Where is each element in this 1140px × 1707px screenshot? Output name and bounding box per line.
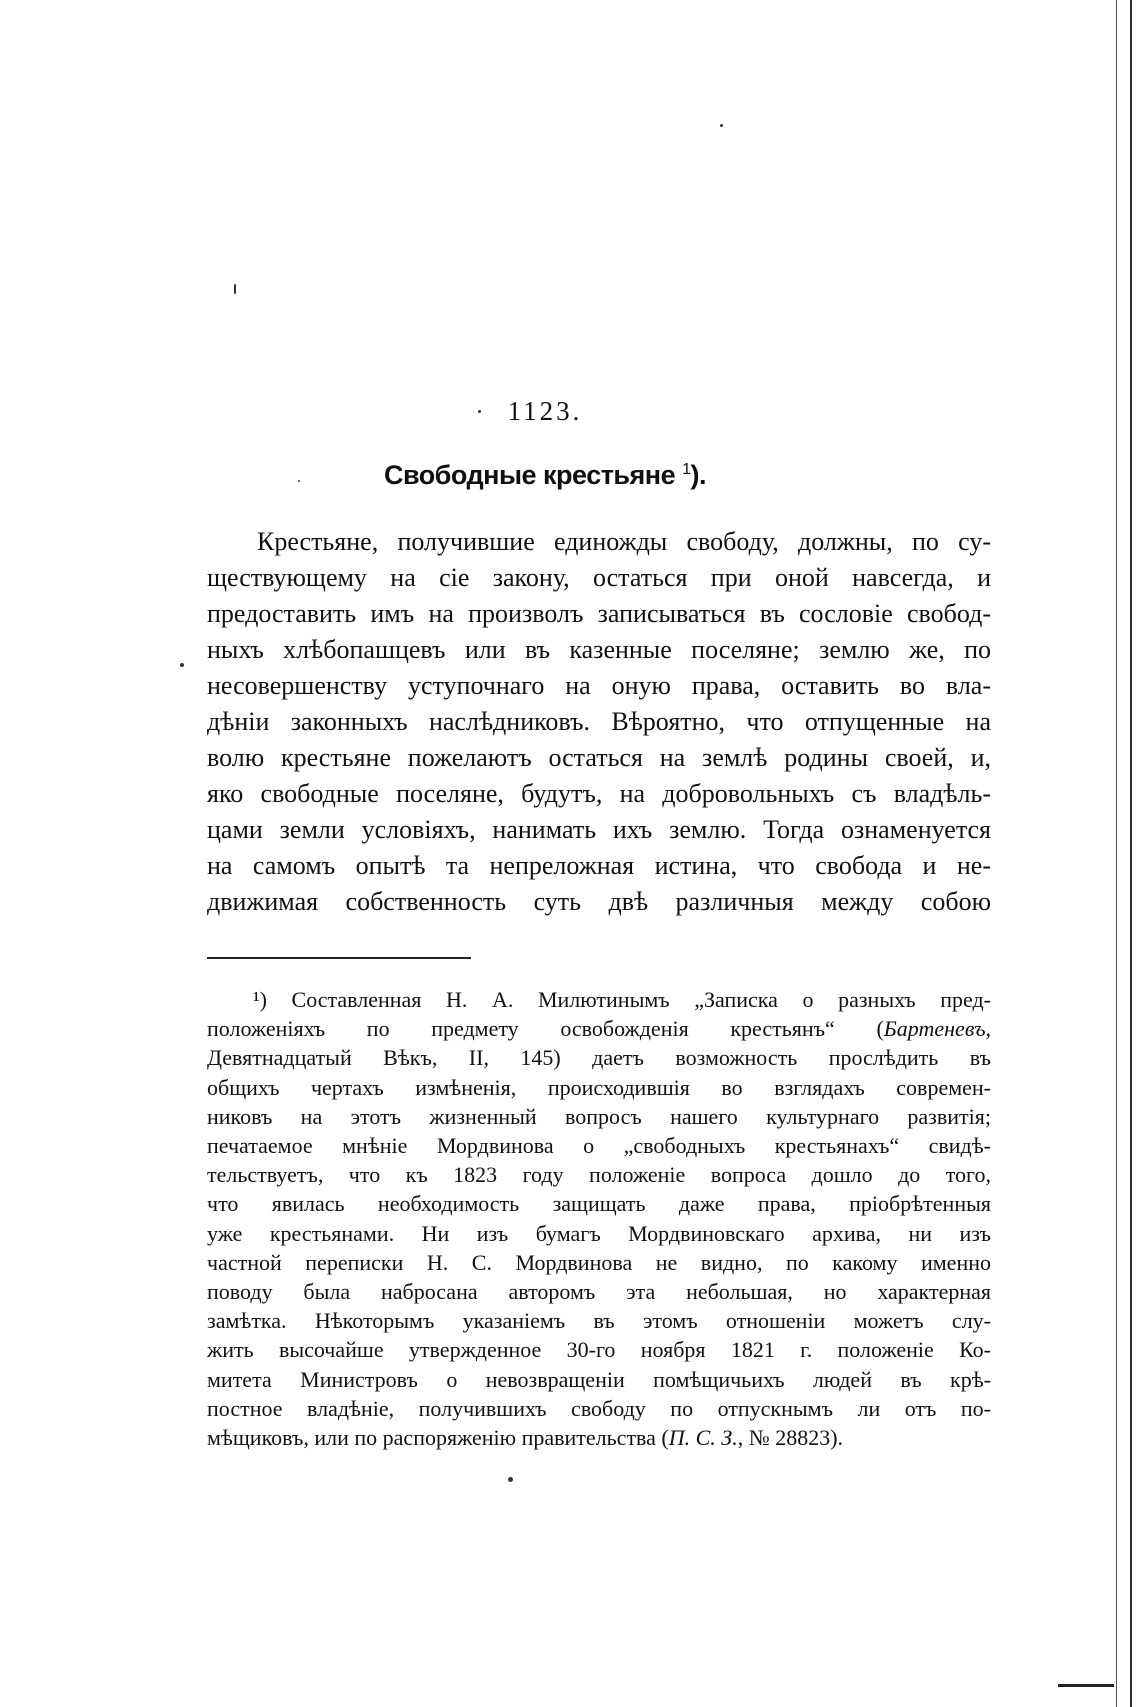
footnote-text: тельствуетъ, что къ 1823 году положеніе вопроса дошло до того, [207, 1162, 991, 1188]
footnote-text: жить высочайше утвержденное 30-го ноября 1821 г. положеніе Ко- [207, 1337, 991, 1363]
footnote-line [207, 1189, 991, 1218]
footnote-line [207, 1365, 991, 1394]
title-text: Свободные крестьяне [383, 460, 676, 490]
footnote-line [207, 1014, 991, 1043]
footnote-text: печатаемое мнѣніе Мордвинова о „свободныхъ крестьянахъ“ свидѣ- [207, 1133, 991, 1159]
footnote-citation: П. С. З. [668, 1425, 738, 1451]
scan-speck [180, 663, 184, 667]
body-paragraph [207, 524, 991, 920]
body-line: цами земли условіяхъ, нанимать ихъ землю. Тогда ознаменуется [207, 815, 991, 844]
footnote-line [207, 1248, 991, 1277]
footnote-line [207, 1335, 991, 1364]
footnote-citation: Бартеневъ [883, 1016, 986, 1042]
footnote-line [207, 1219, 991, 1248]
footnote-line [207, 1306, 991, 1335]
footnote-text: поводу была набросана авторомъ эта небольшая, но характерная [207, 1279, 991, 1305]
body-line: на самомъ опытѣ та непреложная истина, что свобода и не- [207, 851, 991, 880]
footnote-text: никовъ на этотъ жизненный вопросъ нашего культурнаго развитія; [207, 1103, 991, 1129]
footnote-text: общихъ чертахъ измѣненія, происходившія во взглядахъ современ- [207, 1074, 991, 1100]
footnote-text: что явилась необходимость защищать даже права, пріобрѣтенныя [207, 1191, 991, 1217]
footnote-rule [207, 957, 471, 959]
scan-speck [234, 284, 236, 294]
footnote-text: положеніяхъ по предмету освобожденія крестьянъ“ ( [207, 1016, 884, 1042]
footnote-line [207, 985, 991, 1014]
footnote-line [207, 1394, 991, 1423]
scan-speck [720, 124, 723, 127]
footnote-text: митета Министровъ о невозвращеніи помѣщичьихъ людей въ крѣ- [207, 1366, 991, 1392]
section-title [0, 460, 1090, 491]
body-line: ществующему на сіе закону, остаться при оной навсегда, и [207, 563, 991, 592]
body-line: Крестьяне, получившие единожды свободу, должны, по су- [257, 527, 991, 556]
footnote-ref: 1 [682, 461, 691, 478]
scan-corner-mark [1058, 1684, 1114, 1687]
body-line: волю крестьяне пожелаютъ остаться на землѣ родины своей, и, [207, 743, 991, 772]
footnote-text: , № 28823). [737, 1425, 844, 1451]
page-edge-inner [1116, 0, 1117, 1707]
body-line: движимая собственность суть двѣ различныя между собою [207, 887, 991, 916]
footnote-text: постное владѣніе, получившихъ свободу по отпускнымъ ли отъ по- [207, 1395, 991, 1421]
page-number: 1123. [507, 396, 583, 426]
footnote-text: мѣщиковъ, или по распоряженію правительства ( [207, 1425, 669, 1451]
title-close: ). [690, 460, 707, 490]
footnote-line [207, 1073, 991, 1102]
footnote-text: Составленная Н. А. Милютинымъ „Записка о разныхъ пред- [291, 987, 992, 1012]
footnote-marker: ¹) [253, 987, 267, 1012]
footnote-text: уже крестьянами. Ни изъ бумагъ Мордвиновскаго архива, ни изъ [207, 1220, 991, 1246]
scan-speck [508, 1477, 513, 1482]
footnote-line [207, 1102, 991, 1131]
footnote-line [207, 1160, 991, 1189]
body-line: предоставить имъ на произволъ записываться въ сословіе свобод- [207, 599, 991, 628]
footnote [207, 985, 991, 1452]
body-line: несовершенству уступочнаго на оную права, оставить во вла- [207, 671, 991, 700]
body-line: дѣніи законныхъ наслѣдниковъ. Вѣроятно, что отпущенные на [207, 707, 991, 736]
footnote-line [207, 1131, 991, 1160]
footnote-text: замѣтка. Нѣкоторымъ указаніемъ въ этомъ отношеніи можетъ слу- [207, 1308, 991, 1334]
footnote-line [207, 1423, 991, 1452]
page-edge-outer [1130, 0, 1132, 1707]
footnote-line [207, 1277, 991, 1306]
body-line: яко свободные поселяне, будутъ, на добровольныхъ съ владѣль- [207, 779, 991, 808]
body-line: ныхъ хлѣбопашцевъ или въ казенные поселяне; землю же, по [207, 635, 991, 664]
footnote-text: частной переписки Н. С. Мордвинова не видно, по какому именно [207, 1249, 991, 1275]
footnote-line [207, 1043, 991, 1072]
footnote-text: Девятнадцатый Вѣкъ, II, 145) даетъ возможность прослѣдить въ [207, 1045, 991, 1071]
footnote-text: , [985, 1016, 991, 1042]
